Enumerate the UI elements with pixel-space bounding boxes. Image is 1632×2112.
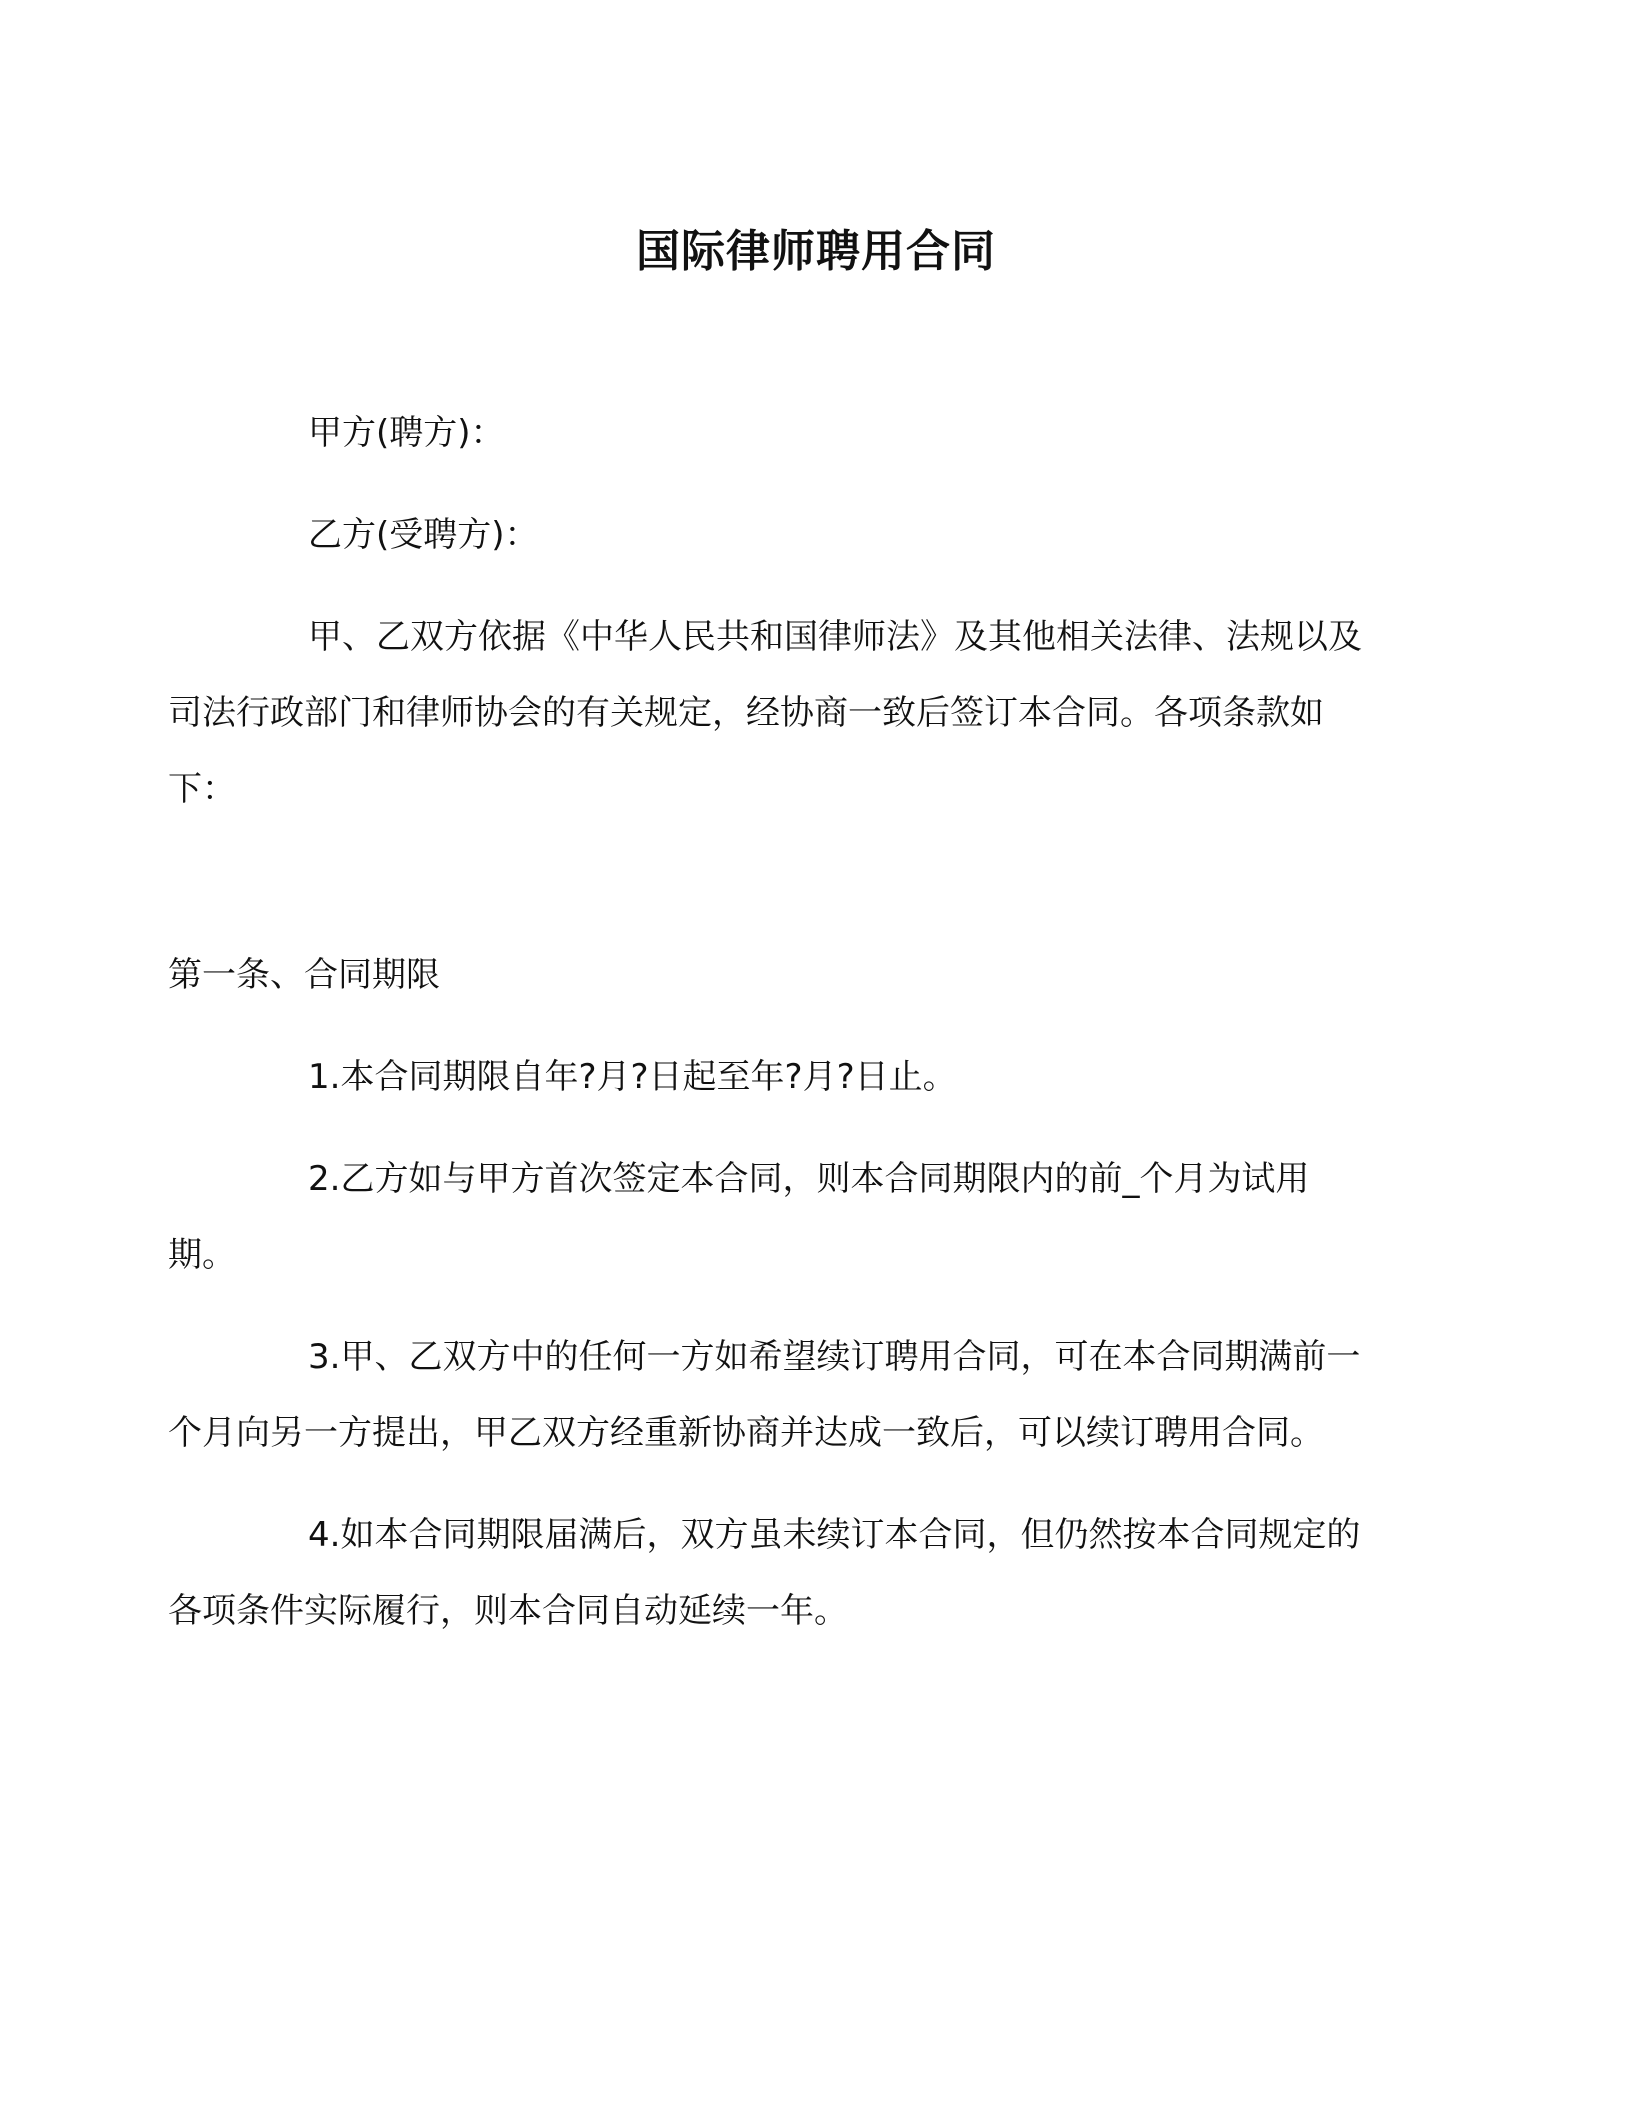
document-body — [168, 395, 1370, 1649]
intro-paragraph: 甲、乙双方依据《中华人民共和国律师法》及其他相关法律、法规以及司法行政部门和律师协会的有关规定，经协商一致后签订本合同。各项条款如下： — [168, 617, 1362, 809]
clause-2: 2.乙方如与甲方首次签定本合同，则本合同期限内的前_个月为试用期。 — [168, 1159, 1310, 1275]
party-a-line: 甲方(聘方)： — [308, 413, 505, 453]
article-1-heading: 第一条、合同期限 — [168, 955, 440, 995]
clause-3: 3.甲、乙双方中的任何一方如希望续订聘用合同，可在本合同期满前一个月向另一方提出，甲乙双方经重新协商并达成一致后，可以续订聘用合同。 — [168, 1337, 1361, 1453]
document-title: 国际律师聘用合同 — [636, 226, 996, 277]
party-b-line: 乙方(受聘方)： — [308, 515, 539, 555]
clause-1: 1.本合同期限自年?月?日起至年?月?日止。 — [308, 1057, 957, 1097]
clause-4: 4.如本合同期限届满后，双方虽未续订本合同，但仍然按本合同规定的各项条件实际履行，则本合同自动延续一年。 — [168, 1515, 1361, 1631]
